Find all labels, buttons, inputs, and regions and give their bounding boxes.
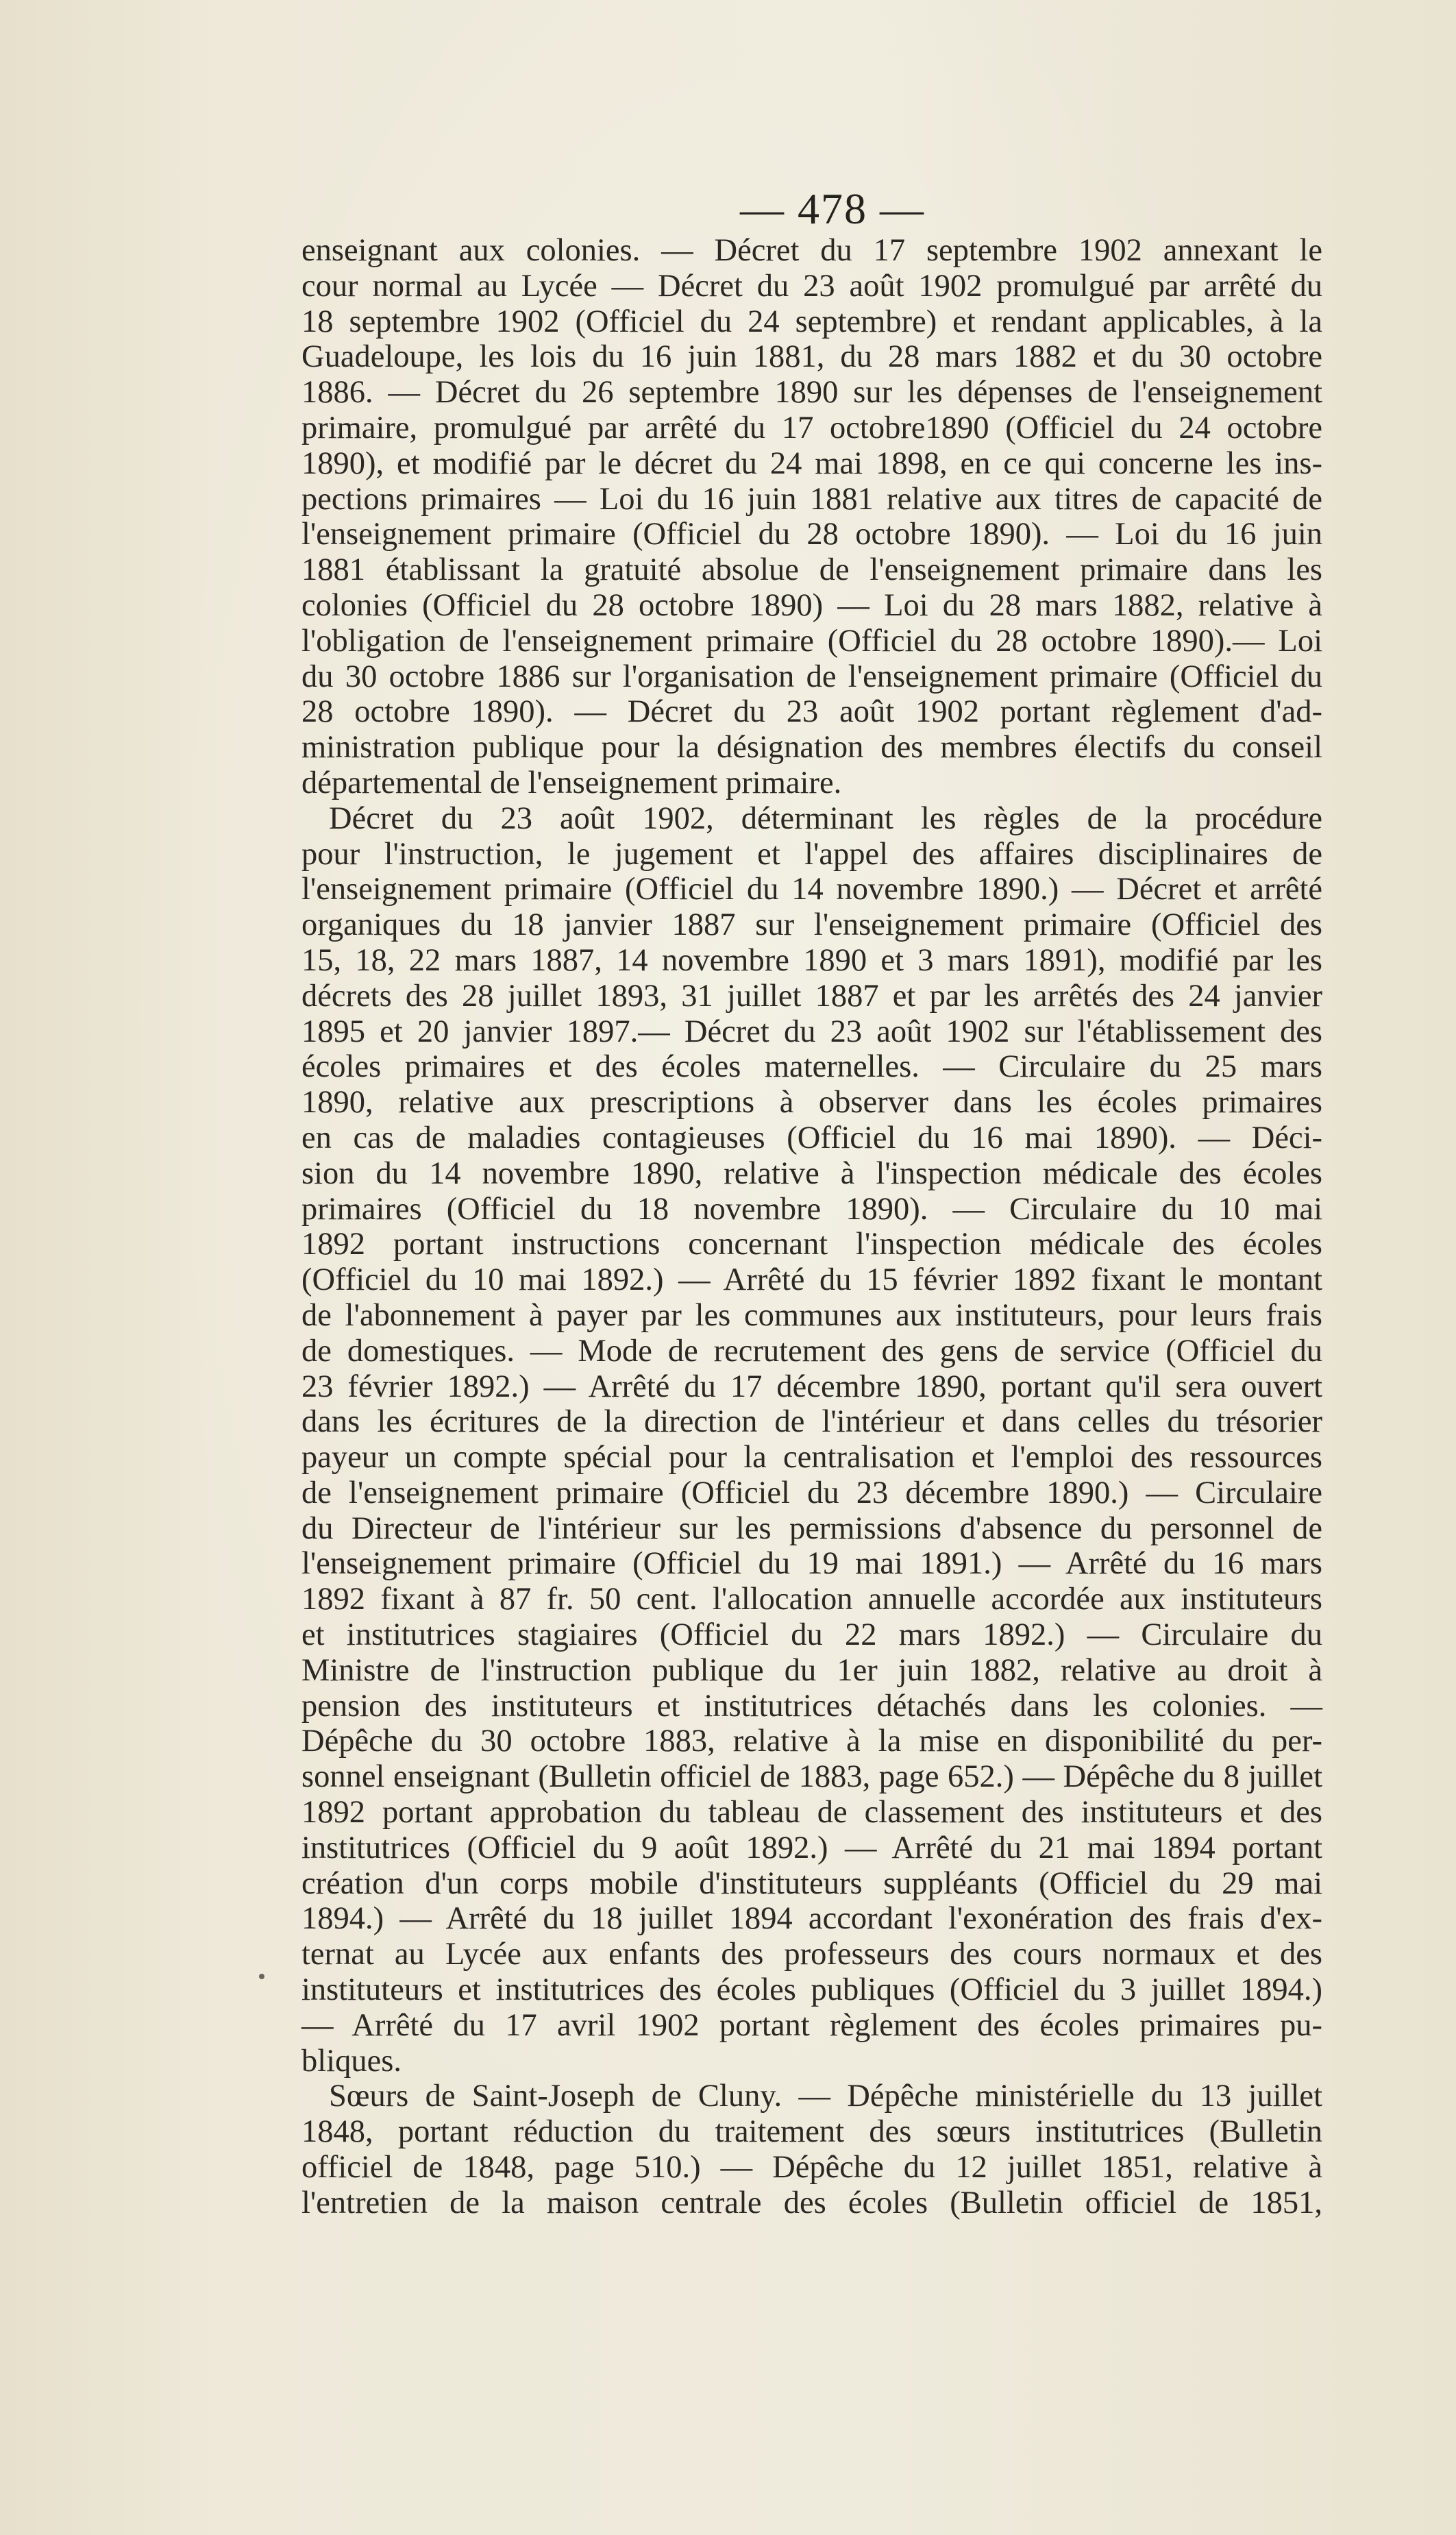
text-line: cour normal au Lycée — Décret du 23 août 1902 promulgué par arrêté du xyxy=(301,268,1322,304)
text-line: dans les écritures de la direction de l'intérieur et dans celles du trésorier xyxy=(301,1404,1322,1440)
page-number: — 478 — xyxy=(740,184,925,233)
text-line: 1890, relative aux prescriptions à observer dans les écoles primaires xyxy=(301,1085,1322,1120)
text-line: en cas de maladies contagieuses (Officiel du 16 mai 1890). — Déci- xyxy=(301,1120,1322,1155)
text-line: organiques du 18 janvier 1887 sur l'enseignement primaire (Officiel des xyxy=(301,907,1322,943)
text-line: bliques. xyxy=(301,2043,402,2079)
text-line: 1892 portant approbation du tableau de classement des instituteurs et des xyxy=(301,1795,1322,1830)
text-line: départemental de l'enseignement primaire. xyxy=(301,765,842,800)
text-line: 1894.) — Arrêté du 18 juillet 1894 accordant l'exonération des frais d'ex- xyxy=(301,1901,1322,1937)
text-line: l'obligation de l'enseignement primaire (Officiel du 28 octobre 1890).— Loi xyxy=(301,623,1322,659)
text-line: Ministre de l'instruction publique du 1er juin 1882, relative au droit à xyxy=(301,1652,1322,1688)
ink-blot xyxy=(259,1974,264,1979)
text-line: (Officiel du 10 mai 1892.) — Arrêté du 15 février 1892 fixant le montant xyxy=(301,1262,1322,1298)
text-line: création d'un corps mobile d'instituteurs suppléants (Officiel du 29 mai xyxy=(301,1865,1322,1901)
body-text xyxy=(301,233,1322,2221)
text-line: ministration publique pour la désignation des membres électifs du conseil xyxy=(301,730,1322,766)
text-line: sonnel enseignant (Bulletin officiel de 1883, page 652.) — Dépêche du 8 juillet xyxy=(301,1759,1322,1795)
text-line: 28 octobre 1890). — Décret du 23 août 1902 portant règlement d'ad- xyxy=(301,694,1322,730)
text-line: primaires (Officiel du 18 novembre 1890). — Circulaire du 10 mai xyxy=(301,1191,1322,1227)
text-line: de l'abonnement à payer par les communes aux instituteurs, pour leurs frais xyxy=(301,1297,1322,1333)
text-line: pections primaires — Loi du 16 juin 1881 relative aux titres de capacité de xyxy=(301,481,1322,517)
text-line: institutrices (Officiel du 9 août 1892.) — Arrêté du 21 mai 1894 portant xyxy=(301,1830,1322,1865)
text-line: l'enseignement primaire (Officiel du 19 mai 1891.) — Arrêté du 16 mars xyxy=(301,1546,1322,1582)
text-line: 1881 établissant la gratuité absolue de l'enseignement primaire dans les xyxy=(301,552,1322,588)
text-line: l'enseignement primaire (Officiel du 14 novembre 1890.) — Décret et arrêté xyxy=(301,872,1322,907)
text-line: 1886. — Décret du 26 septembre 1890 sur les dépenses de l'enseignement xyxy=(301,375,1322,411)
text-line: sion du 14 novembre 1890, relative à l'inspection médicale des écoles xyxy=(301,1155,1322,1191)
text-line: et institutrices stagiaires (Officiel du 22 mars 1892.) — Circulaire du xyxy=(301,1617,1322,1653)
text-line: 15, 18, 22 mars 1887, 14 novembre 1890 et 3 mars 1891), modifié par les xyxy=(301,942,1322,978)
text-line: primaire, promulgué par arrêté du 17 octobre1890 (Officiel du 24 octobre xyxy=(301,410,1322,445)
text-line: du 30 octobre 1886 sur l'organisation de l'enseignement primaire (Officiel du xyxy=(301,659,1322,694)
text-line: 1848, portant réduction du traitement des sœurs institutrices (Bulletin xyxy=(301,2114,1322,2150)
text-line: ternat au Lycée aux enfants des professeurs des cours normaux et des xyxy=(301,1937,1322,1972)
text-line: Guadeloupe, les lois du 16 juin 1881, du 28 mars 1882 et du 30 octobre xyxy=(301,339,1322,375)
text-line: 18 septembre 1902 (Officiel du 24 septembre) et rendant applicables, à la xyxy=(301,304,1322,339)
text-line: du Directeur de l'intérieur sur les permissions d'absence du personnel de xyxy=(301,1510,1322,1546)
text-line: Décret du 23 août 1902, déterminant les règles de la procédure xyxy=(329,800,1322,836)
text-line: pour l'instruction, le jugement et l'appel des affaires disciplinaires de xyxy=(301,836,1322,872)
text-line: pension des instituteurs et institutrices détachés dans les colonies. — xyxy=(301,1688,1322,1724)
text-line: de domestiques. — Mode de recrutement des gens de service (Officiel du xyxy=(301,1333,1322,1369)
text-line: Dépêche du 30 octobre 1883, relative à la mise en disponibilité du per- xyxy=(301,1724,1322,1759)
text-line: l'entretien de la maison centrale des écoles (Bulletin officiel de 1851, xyxy=(301,2185,1322,2220)
text-line: — Arrêté du 17 avril 1902 portant règlement des écoles primaires pu- xyxy=(301,2007,1322,2043)
text-line: instituteurs et institutrices des écoles publiques (Officiel du 3 juillet 1894.) xyxy=(301,1972,1322,2008)
text-line: 23 février 1892.) — Arrêté du 17 décembre 1890, portant qu'il sera ouvert xyxy=(301,1369,1322,1404)
text-line: décrets des 28 juillet 1893, 31 juillet 1887 et par les arrêtés des 24 janvier xyxy=(301,978,1322,1014)
text-line: colonies (Officiel du 28 octobre 1890) — Loi du 28 mars 1882, relative à xyxy=(301,587,1322,623)
text-line: 1892 fixant à 87 fr. 50 cent. l'allocation annuelle accordée aux instituteurs xyxy=(301,1582,1322,1617)
text-line: 1895 et 20 janvier 1897.— Décret du 23 août 1902 sur l'établissement des xyxy=(301,1014,1322,1049)
text-line: payeur un compte spécial pour la centralisation et l'emploi des ressources xyxy=(301,1440,1322,1475)
text-line: 1890), et modifié par le décret du 24 mai 1898, en ce qui concerne les ins- xyxy=(301,445,1322,481)
text-line: écoles primaires et des écoles maternelles. — Circulaire du 25 mars xyxy=(301,1049,1322,1085)
text-line: officiel de 1848, page 510.) — Dépêche du 12 juillet 1851, relative à xyxy=(301,2150,1322,2185)
text-line: de l'enseignement primaire (Officiel du 23 décembre 1890.) — Circulaire xyxy=(301,1475,1322,1510)
text-line: 1892 portant instructions concernant l'inspection médicale des écoles xyxy=(301,1227,1322,1262)
text-line: l'enseignement primaire (Officiel du 28 octobre 1890). — Loi du 16 juin xyxy=(301,517,1322,552)
text-line: Sœurs de Saint-Joseph de Cluny. — Dépêche ministérielle du 13 juillet xyxy=(329,2079,1322,2114)
text-line: enseignant aux colonies. — Décret du 17 septembre 1902 annexant le xyxy=(301,233,1322,268)
